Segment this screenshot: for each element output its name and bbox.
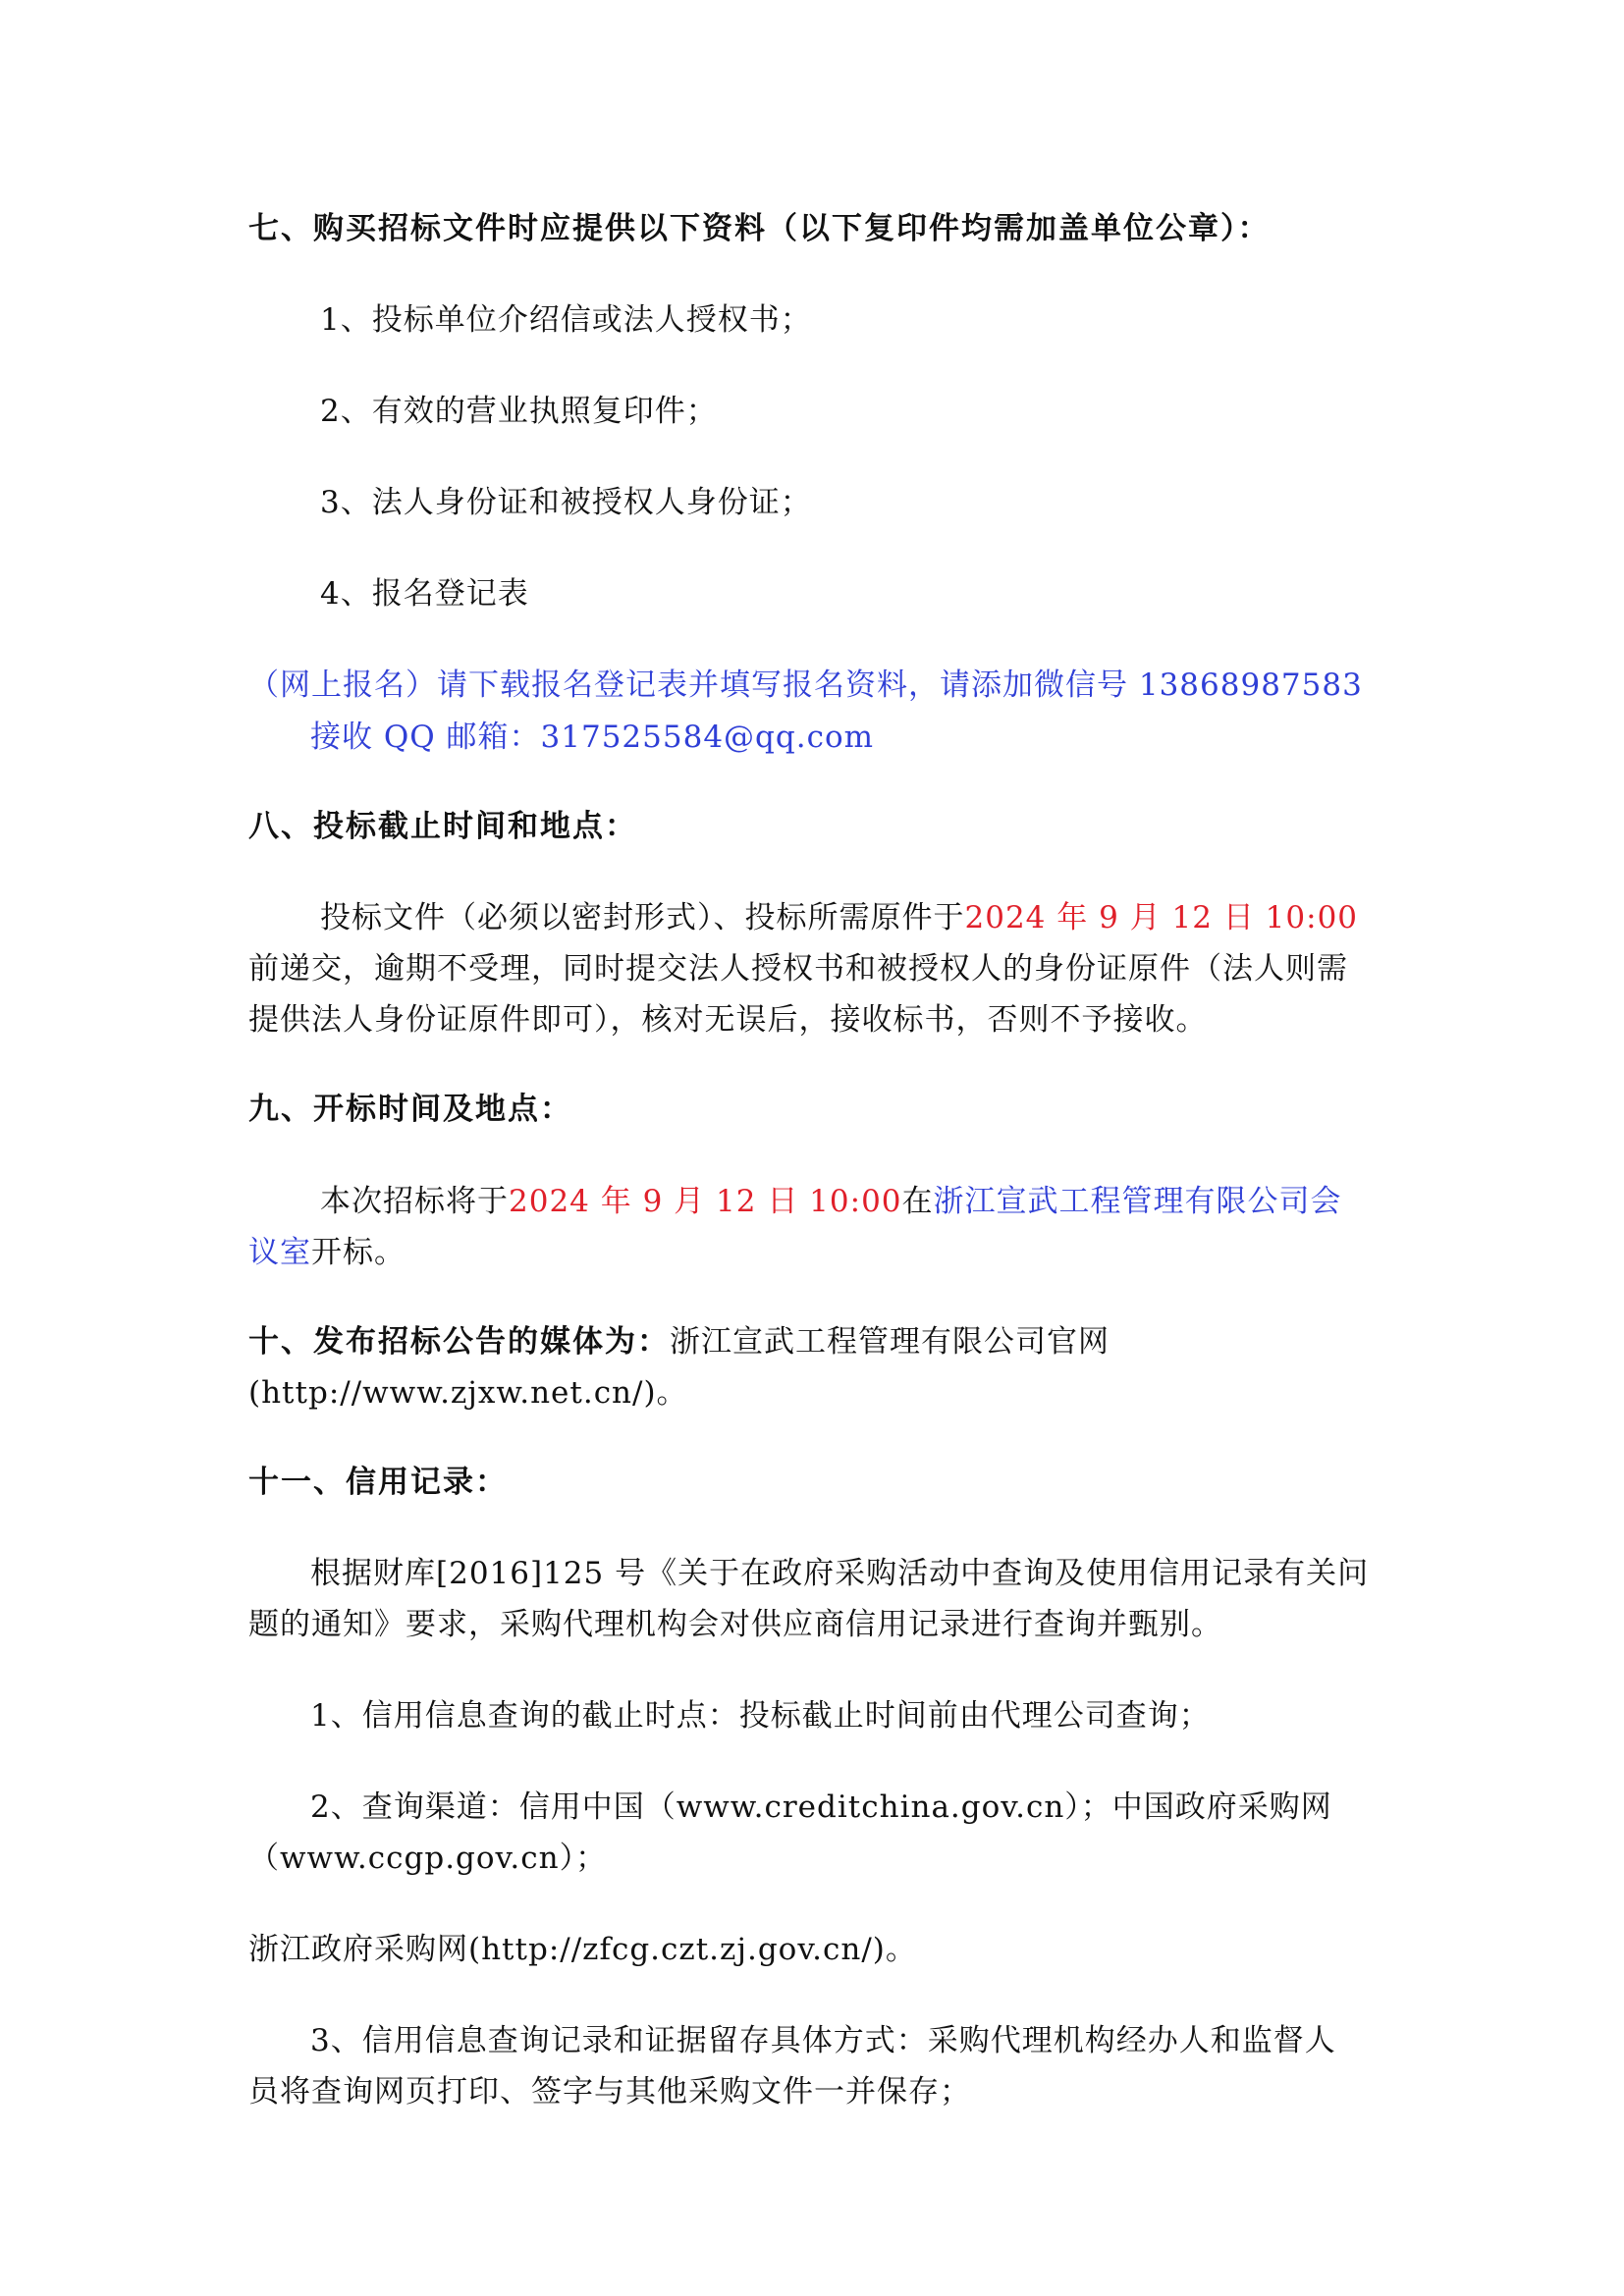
section-9-text-b: 在: [901, 1184, 934, 1219]
section-7-item-3: 3、法人身份证和被授权人身份证；: [320, 485, 812, 520]
online-registration-line-1: （网上报名）请下载报名登记表并填写报名资料，请添加微信号 13868987583: [248, 667, 1363, 703]
section-11-item-2-line-2: （www.ccgp.gov.cn）；: [248, 1841, 608, 1876]
section-7-item-2: 2、有效的营业执照复印件；: [320, 394, 718, 429]
media-name: 浙江宣武工程管理有限公司官网: [670, 1324, 1110, 1360]
section-10-line-1: [248, 1321, 1110, 1362]
section-9-paragraph-line-2: [248, 1232, 406, 1273]
section-11-item-2-line-3: 浙江政府采购网(http://zfcg.czt.zj.gov.cn/)。: [248, 1932, 917, 1967]
section-11-item-3-line-2: 员将查询网页打印、签字与其他采购文件一并保存；: [248, 2074, 971, 2109]
section-11-item-3-line-1: 3、信用信息查询记录和证据留存具体方式：采购代理机构经办人和监督人: [310, 2023, 1336, 2058]
section-9-paragraph-line-1: [320, 1181, 1342, 1222]
section-9-text-a: 本次招标将于: [320, 1184, 509, 1219]
section-9-text-c: 开标。: [311, 1235, 406, 1270]
deadline-date: 2024 年 9 月 12 日 10:00: [964, 900, 1359, 935]
opening-place-part-1: 浙江宣武工程管理有限公司会: [933, 1184, 1342, 1219]
section-9-heading: 九、开标时间及地点：: [248, 1092, 572, 1127]
opening-place-part-2: 议室: [248, 1235, 311, 1270]
section-8-heading: 八、投标截止时间和地点：: [248, 809, 637, 844]
online-registration-line-2: 接收 QQ 邮箱：317525584@qq.com: [310, 720, 875, 755]
section-7-item-4: 4、报名登记表: [320, 576, 529, 612]
section-7-item-1: 1、投标单位介绍信或法人授权书；: [320, 302, 812, 338]
section-10-heading: 十、发布招标公告的媒体为：: [248, 1324, 670, 1360]
section-8-paragraph-line-3: 提供法人身份证原件即可），核对无误后，接收标书，否则不予接收。: [248, 1002, 1208, 1038]
section-11-item-2-line-1: 2、查询渠道：信用中国（www.creditchina.gov.cn）；中国政府采购网: [310, 1789, 1332, 1825]
section-11-item-1: 1、信用信息查询的截止时点：投标截止时间前由代理公司查询；: [310, 1698, 1211, 1734]
section-8-text: 投标文件（必须以密封形式）、投标所需原件于: [320, 900, 965, 935]
opening-date: 2024 年 9 月 12 日 10:00: [509, 1184, 902, 1219]
section-7-heading: 七、购买招标文件时应提供以下资料（以下复印件均需加盖单位公章）：: [248, 211, 1271, 246]
media-url: (http://www.zjxw.net.cn/)。: [248, 1375, 688, 1411]
section-11-heading: 十一、信用记录：: [248, 1465, 508, 1500]
section-11-paragraph-line-1: 根据财库[2016]125 号《关于在政府采购活动中查询及使用信用记录有关问: [310, 1556, 1370, 1591]
section-11-paragraph-line-2: 题的通知》要求，采购代理机构会对供应商信用记录进行查询并甄别。: [248, 1607, 1222, 1642]
section-8-paragraph-line-2: 前递交，逾期不受理，同时提交法人授权书和被授权人的身份证原件（法人则需: [248, 951, 1348, 987]
section-8-paragraph-line-1: [320, 897, 1358, 938]
